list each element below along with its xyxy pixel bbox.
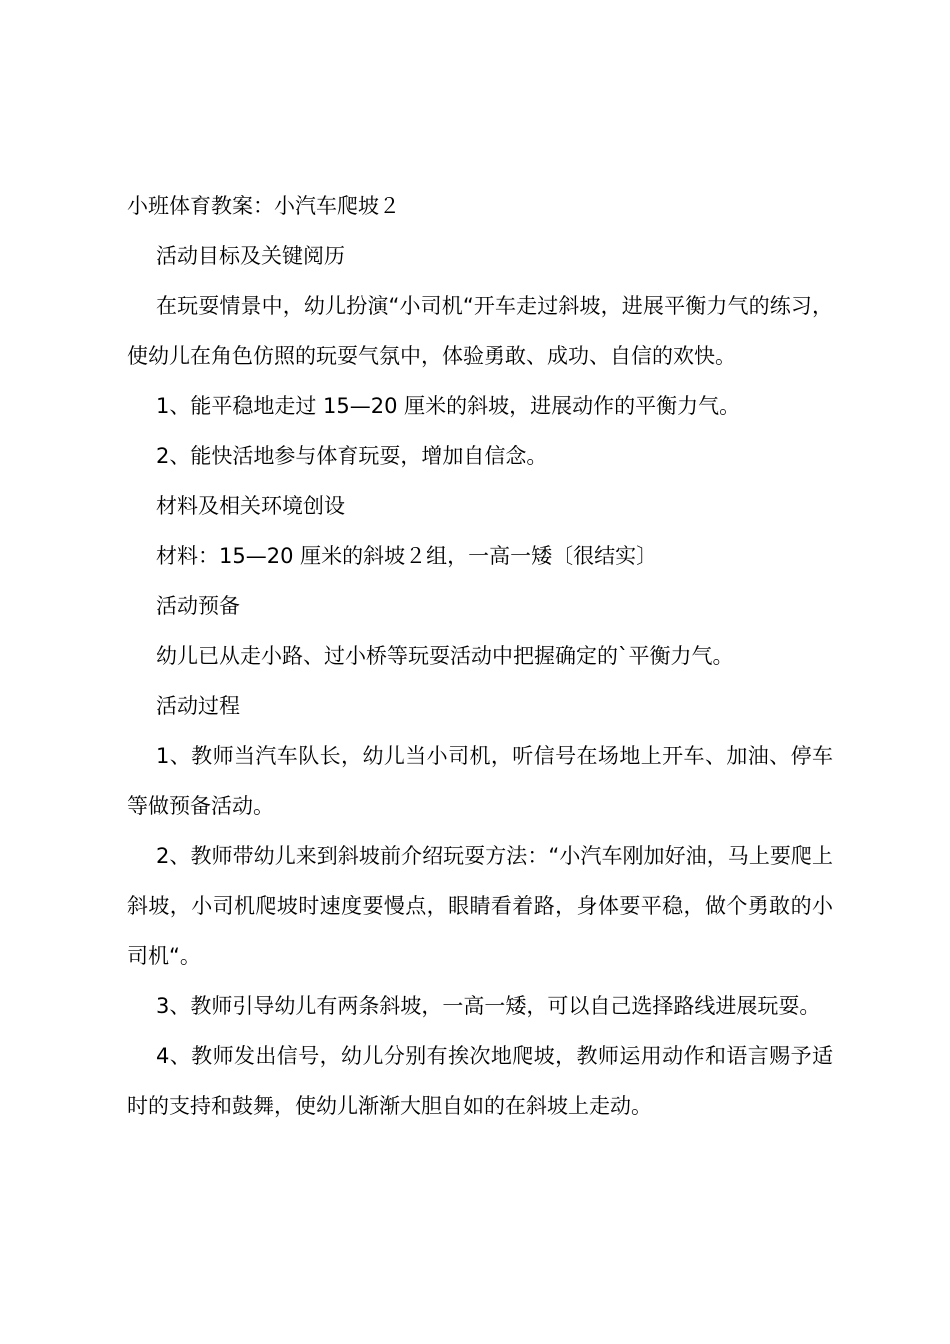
preparation-paragraph: 幼儿已从走小路、过小桥等玩耍活动中把握确定的`平衡力气。 [156, 644, 734, 668]
process-step-1: 1、教师当汽车队长，幼儿当小司机，听信号在场地上开车、加油、停车等做预备活动。 [127, 744, 833, 818]
section-heading-materials: 材料及相关环境创设 [156, 494, 345, 518]
process-step-4: 4、教师发出信号，幼儿分别有挨次地爬坡，教师运用动作和语言赐予适时的支持和鼓舞，使幼儿渐渐大胆自如的在斜坡上走动。 [127, 1044, 833, 1118]
goal-item-2: 2、能快活地参与体育玩耍，增加自信念。 [156, 444, 548, 468]
document-body [127, 181, 833, 1131]
document-title: 小班体育教案：小汽车爬坡２ [127, 194, 400, 218]
process-step-2: 2、教师带幼儿来到斜坡前介绍玩耍方法：“小汽车刚加好油，马上要爬上斜坡，小司机爬坡时速度要慢点，眼睛看着路，身体要平稳，做个勇敢的小司机“。 [127, 844, 833, 968]
goals-intro-paragraph: 在玩耍情景中，幼儿扮演“小司机“开车走过斜坡，进展平衡力气的练习，使幼儿在角色仿照的玩耍气氛中，体验勇敢、成功、自信的欢快。 [127, 294, 833, 368]
section-heading-goals: 活动目标及关键阅历 [156, 244, 345, 268]
section-heading-preparation: 活动预备 [156, 594, 240, 618]
materials-paragraph: 材料：15—20 厘米的斜坡２组，一高一矮〔很结实〕 [156, 544, 658, 568]
section-heading-process: 活动过程 [156, 694, 240, 718]
goal-item-1: 1、能平稳地走过 15—20 厘米的斜坡，进展动作的平衡力气。 [156, 394, 741, 418]
process-step-3: 3、教师引导幼儿有两条斜坡，一高一矮，可以自己选择路线进展玩耍。 [156, 994, 821, 1018]
